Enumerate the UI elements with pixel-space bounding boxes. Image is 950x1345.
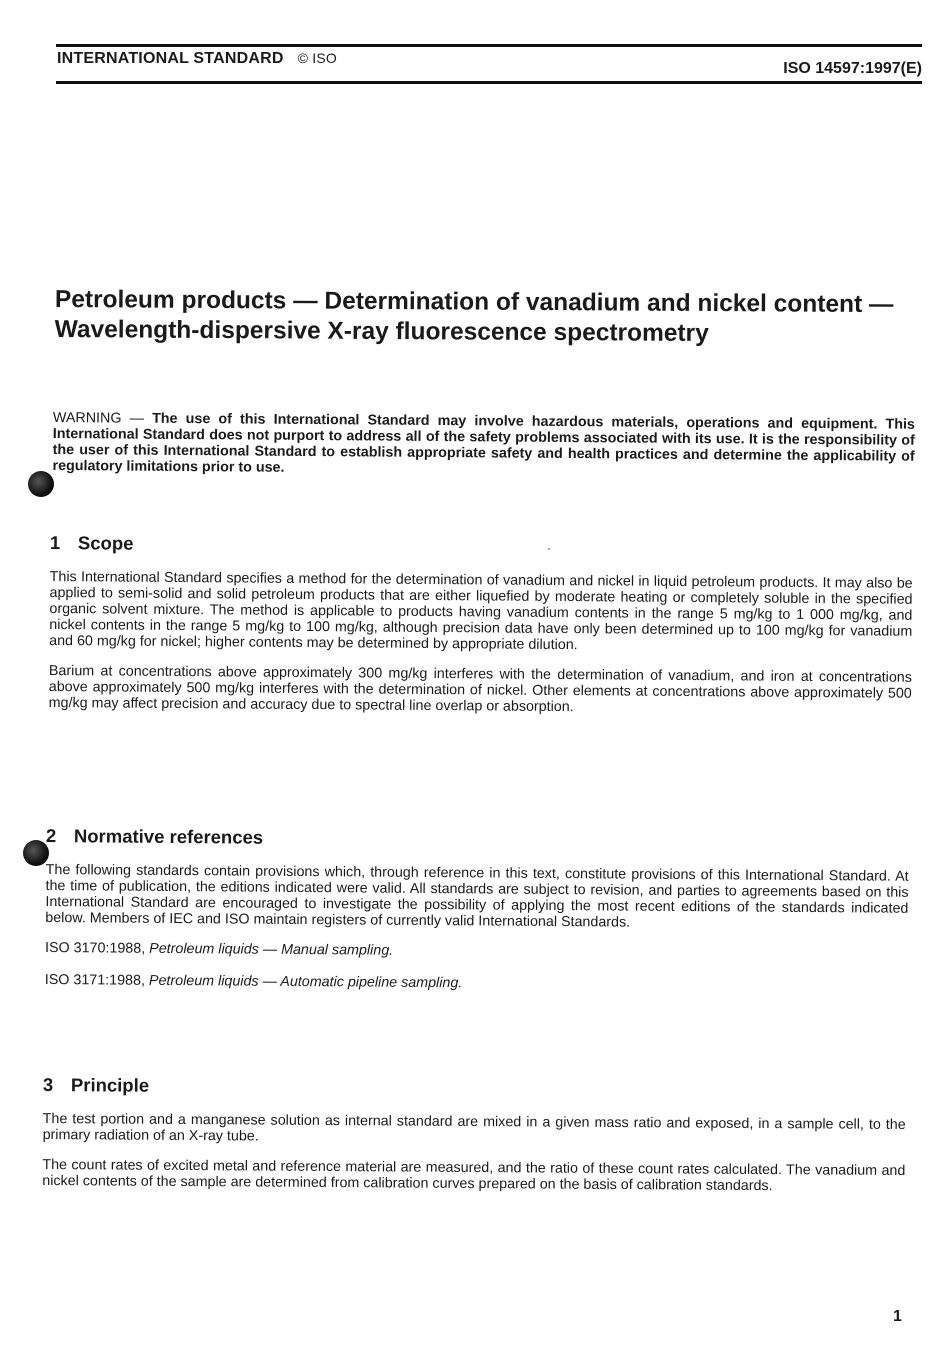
paragraph: The count rates of excited metal and reference material are measured, and the ratio of these count rates calculated. The vanadium and nickel contents of the sample are determined from calibration curves prepared on the basis of calibration standards. <box>42 1156 906 1195</box>
reference-item <box>45 940 908 963</box>
section-principle <box>42 1074 906 1209</box>
warning-lead: WARNING — <box>52 410 145 427</box>
section-number: 2 <box>45 825 57 847</box>
paragraph: This International Standard specifies a method for the determination of vanadium and nickel in liquid petroleum products. It may also be applied to semi-solid and solid petroleum products that are either liquefied by moderate heating or completely soluble in the specified organic solvent mixture. The method is applicable to products having vanadium contents in the range 5 mg/kg to 1 000 mg/kg, and nickel contents in the range 5 mg/kg to 100 mg/kg, although precision data have only been determined up to 100 mg/kg for vanadium and 60 mg/kg for nickel; higher contents may be determined by appropriate dilution. <box>49 568 913 654</box>
reference-title: Petroleum liquids — Automatic pipeline sampling. <box>148 972 463 992</box>
page-number: 1 <box>893 1308 902 1325</box>
section-title: Scope <box>77 532 134 554</box>
header-left <box>57 50 337 68</box>
paragraph: Barium at concentrations above approximately 300 mg/kg interferes with the determination of vanadium, and iron at concentrations above approximately 500 mg/kg interferes with the determination of nickel. Other elements at concentrations above approximately 500 mg/kg may affect precision and accuracy due to spectral line overlap or absorption. <box>48 662 912 716</box>
warning-notice <box>52 410 914 481</box>
section-heading <box>45 825 909 851</box>
paragraph: The test portion and a manganese solution as internal standard are mixed in a given mass ratio and exposed, in a sample cell, to the primary radiation of an X-ray tube. <box>42 1110 906 1145</box>
reference-code: ISO 3171:1988, <box>44 971 146 989</box>
reference-title: Petroleum liquids — Manual sampling. <box>149 940 394 959</box>
section-scope <box>48 532 913 732</box>
reference-code: ISO 3170:1988, <box>44 939 146 957</box>
paragraph: The following standards contain provisions which, through reference in this text, constitute provisions of this International Standard. At the time of publication, the editions indicated were valid. All standards are subject to revision, and parties to agreements based on this International Standard are encouraged to investigate the possibility of applying the most recent editions of the standards indicated below. Members of IEC and ISO maintain registers of currently valid International Standards. <box>45 861 909 931</box>
warning-text: The use of this International Standard may involve hazardous materials, operations and equipment. This International Standard does not purport to address all of the safety problems associated with its use. It is the responsibility of the user of this International Standard to establish appropriate safety and health practices and determine the applicability of regulatory limitations prior to use. <box>52 410 915 476</box>
standard-type-label: INTERNATIONAL STANDARD <box>57 50 284 67</box>
scan-speck <box>548 548 550 550</box>
header-rule-top <box>56 44 922 47</box>
punch-hole-mark <box>23 840 49 866</box>
standard-number: ISO 14597:1997(E) <box>783 60 922 77</box>
section-heading <box>42 1074 906 1099</box>
section-normative-references <box>44 825 909 1011</box>
iso-copyright-mark: © ISO <box>297 50 337 66</box>
section-title: Normative references <box>73 825 264 848</box>
section-heading <box>49 532 913 558</box>
punch-hole-mark <box>28 471 54 497</box>
section-number: 3 <box>42 1074 54 1096</box>
header-rule-bottom <box>56 81 922 84</box>
section-number: 1 <box>49 532 61 554</box>
document-title: Petroleum products — Determination of vanadium and nickel content — Wavelength-dispersive X-ray fluorescence spectrometry <box>54 285 894 347</box>
section-title: Principle <box>70 1074 150 1096</box>
reference-item <box>45 972 908 995</box>
